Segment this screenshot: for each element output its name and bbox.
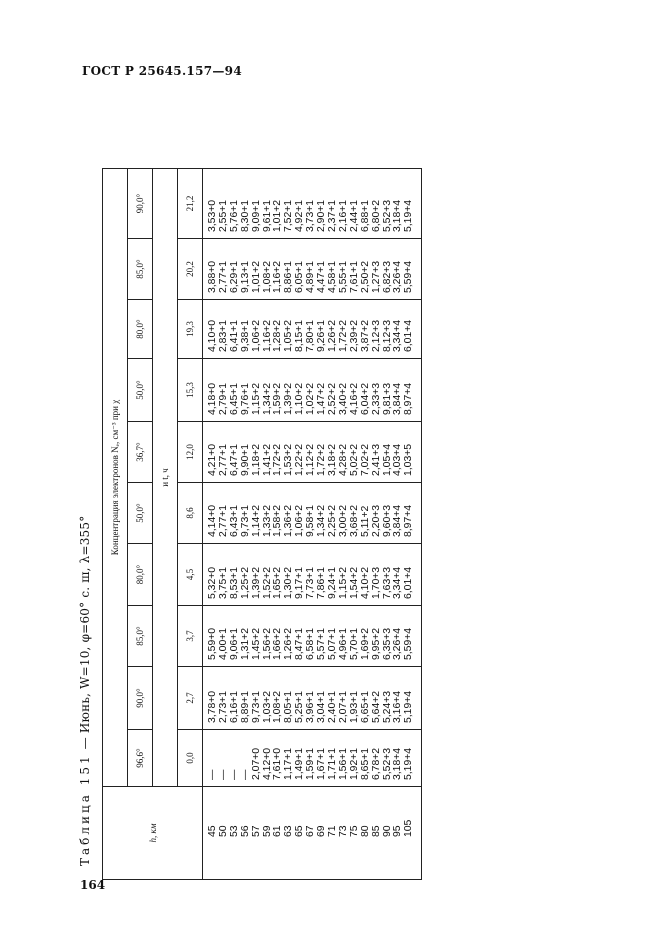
rotated-table-block — [78, 80, 508, 880]
table-caption — [78, 516, 92, 866]
t-value: 8,6 — [178, 483, 203, 544]
ne-column: 4,10+0 2,83+1 6,41+1 9,38+1 1,06+2 1,16+2 1,28+2 1,05+2 8,15+1 7,80+1 9,26+1 1,26+2 1,72+2 2,39+2 3,87+2 2,12+3 8,12+3 3,34+4 6,01+4 — [203, 300, 422, 359]
t-value: 21,2 — [178, 169, 203, 239]
ne-column: 3,53+0 2,55+1 5,76+1 8,30+1 9,09+1 9,61+1 1,01+2 7,52+1 4,92+1 3,73+1 2,90+1 2,37+1 2,16+1 2,44+1 6,88+1 6,80+2 5,52+3 3,18+4 5,19+4 — [203, 169, 422, 239]
t-value: 20,2 — [178, 239, 203, 300]
chi-value: 50,0° — [128, 483, 153, 544]
h-km-header: h, км — [103, 787, 203, 880]
page-number: 164 — [80, 878, 106, 892]
t-value: 2,7 — [178, 667, 203, 730]
chi-value: 50,0° — [128, 359, 153, 422]
t-value: 4,5 — [178, 544, 203, 606]
document-header: ГОСТ Р 25645.157—94 — [82, 64, 242, 78]
ne-column: 3,78+0 2,73+1 6,16+1 8,89+1 9,73+1 1,03+2 1,08+2 8,05+1 5,25+1 3,96+1 3,04+1 2,40+1 2,07+1 1,93+1 6,65+1 5,64+2 5,24+3 3,16+4 5,19+4 — [203, 667, 422, 730]
chi-value: 80,0° — [128, 544, 153, 606]
chi-value: 80,0° — [128, 300, 153, 359]
t-value: 15,3 — [178, 359, 203, 422]
ne-column: 4,21+0 2,77+1 6,47+1 9,90+1 1,18+2 1,41+2 1,72+2 1,53+2 1,22+2 1,12+2 1,72+2 3,18+2 4,28+2 5,02+2 7,02+2 2,41+3 1,05+4 4,03+4 1,03+5 — [203, 422, 422, 483]
ne-column: 3,88+0 2,77+1 6,29+1 9,13+1 1,01+2 1,08+2 1,16+2 8,86+1 6,05+1 4,89+1 4,47+1 4,58+1 5,55+1 7,61+1 2,50+2 1,27+3 6,82+3 3,26+4 5,59+4 — [203, 239, 422, 300]
chi-value: 90,0° — [128, 667, 153, 730]
t-value: 12,0 — [178, 422, 203, 483]
chi-value: 36,7° — [128, 422, 153, 483]
chi-value: 96,6° — [128, 730, 153, 787]
t-header: и t, ч — [153, 169, 178, 787]
ne-column: — — — — 2,07+0 4,12+0 7,61+0 1,17+1 1,49+1 1,59+1 1,67+1 1,71+1 1,56+1 1,92+1 8,65+1 6,78+2 5,52+3 3,18+4 5,19+4 — [203, 730, 422, 787]
ne-column: 5,32+0 3,75+1 8,53+1 1,25+2 1,39+2 1,52+2 1,65+2 1,30+2 9,17+1 7,73+1 7,86+1 9,24+1 1,15+2 1,54+2 4,10+2 1,70+3 7,63+3 3,34+4 6,01+4 — [203, 544, 422, 606]
concentration-header: Концентрация электронов Nₑ, см⁻³ при χ — [103, 169, 128, 787]
caption-text: — Июнь, W=10, φ=60° с. ш, λ=355° — [78, 515, 92, 754]
caption-prefix: Таблица 151 — [78, 753, 92, 866]
ne-column: 4,14+0 2,77+1 6,43+1 9,73+1 1,14+2 1,33+2 1,58+2 1,36+2 1,06+2 9,58+1 1,34+2 2,25+2 3,00+2 3,68+2 5,11+2 2,20+3 9,60+3 3,84+4 8,97+4 — [203, 483, 422, 544]
t-row — [178, 169, 203, 880]
data-row — [203, 169, 422, 880]
t-value: 19,3 — [178, 300, 203, 359]
data-table — [102, 168, 422, 880]
ne-column: 5,59+0 4,00+1 9,06+1 1,31+2 1,45+2 1,56+2 1,66+2 1,26+2 8,47+1 6,58+1 5,57+1 5,07+1 4,96+1 5,70+1 1,69+2 9,95+2 6,35+3 3,26+4 5,59+4 — [203, 606, 422, 667]
t-value: 0,0 — [178, 730, 203, 787]
chi-row — [128, 169, 153, 880]
chi-value: 90,0° — [128, 169, 153, 239]
chi-value: 85,0° — [128, 606, 153, 667]
ne-column: 4,18+0 2,79+1 6,45+1 9,76+1 1,15+2 1,34+2 1,59+2 1,39+2 1,10+2 1,02+2 1,47+2 2,52+2 3,40+2 4,16+2 6,04+2 2,33+3 9,81+3 3,84+4 8,97+4 — [203, 359, 422, 422]
t-value: 3,7 — [178, 606, 203, 667]
chi-value: 85,0° — [128, 239, 153, 300]
h-values-column: 45 50 53 56 57 59 61 63 65 67 69 71 73 75 80 85 90 95 105 — [203, 787, 422, 880]
